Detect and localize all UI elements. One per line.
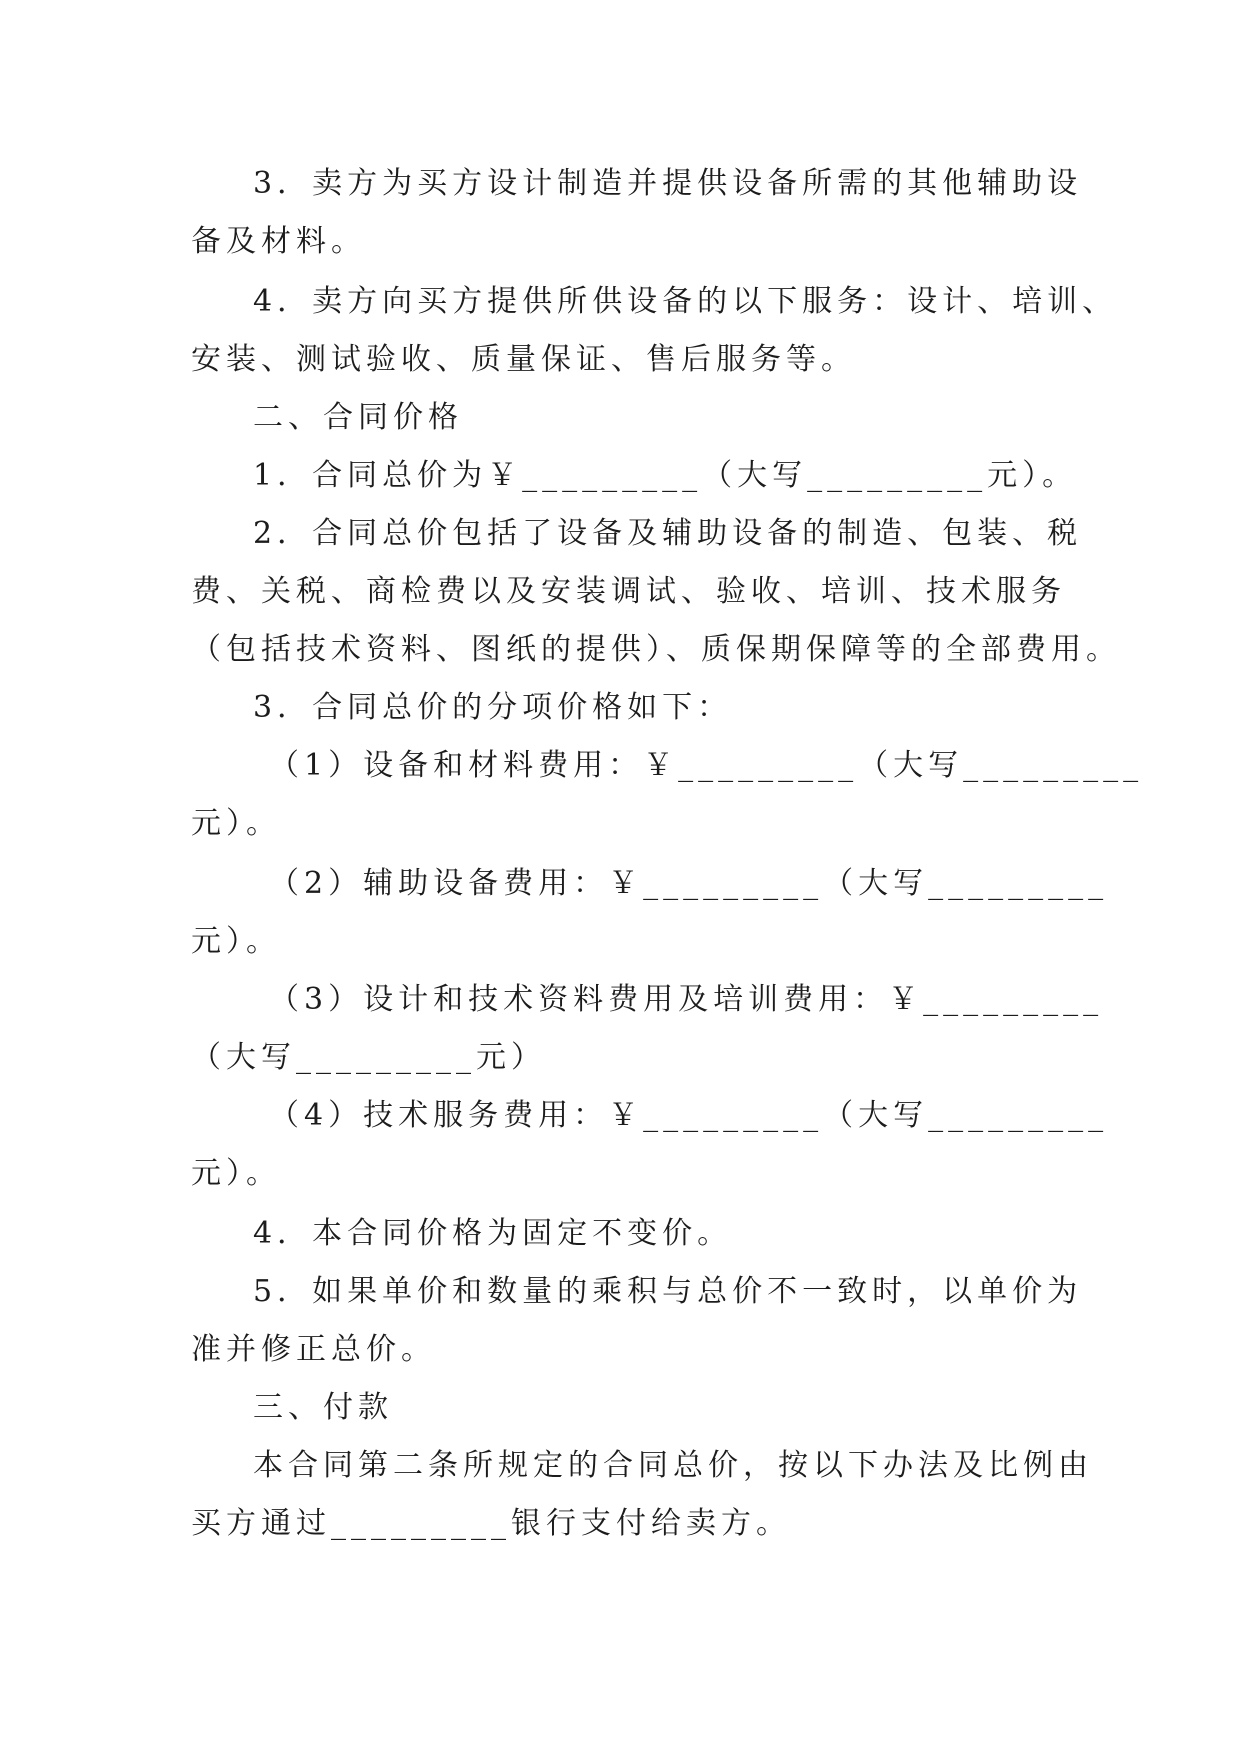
paragraph-line: 5．如果单价和数量的乘积与总价不一致时，以单价为 xyxy=(253,1274,1083,1309)
paragraph-line: 准并修正总价。 xyxy=(191,1332,436,1367)
paragraph-line: 4．卖方向买方提供所供设备的以下服务：设计、培训、 xyxy=(253,284,1118,319)
paragraph-line: （大写_________元） xyxy=(191,1040,546,1075)
paragraph-line: 3．合同总价的分项价格如下： xyxy=(253,690,733,725)
paragraph-line: （2）辅助设备费用：￥_________（大写_________ xyxy=(269,866,1109,901)
paragraph-line: 本合同第二条所规定的合同总价，按以下办法及比例由 xyxy=(253,1448,1093,1483)
paragraph-line: 3．卖方为买方设计制造并提供设备所需的其他辅助设 xyxy=(253,166,1083,201)
paragraph-line: 备及材料。 xyxy=(191,224,366,259)
paragraph-line: （包括技术资料、图纸的提供）、质保期保障等的全部费用。 xyxy=(191,632,1121,667)
paragraph-line: 2．合同总价包括了设备及辅助设备的制造、包装、税 xyxy=(253,516,1083,551)
paragraph-line: （4）技术服务费用：￥_________（大写_________ xyxy=(269,1098,1109,1133)
paragraph-line: 安装、测试验收、质量保证、售后服务等。 xyxy=(191,342,856,377)
paragraph-line: 4．本合同价格为固定不变价。 xyxy=(253,1216,733,1251)
paragraph-line: 1．合同总价为￥_________（大写_________元）。 xyxy=(253,458,1078,493)
paragraph-line: （3）设计和技术资料费用及培训费用：￥_________ xyxy=(269,982,1104,1017)
paragraph-line: 买方通过_________银行支付给卖方。 xyxy=(191,1506,791,1541)
paragraph-line: 费、关税、商检费以及安装调试、验收、培训、技术服务 xyxy=(191,574,1066,609)
paragraph-line: 元）。 xyxy=(191,1156,281,1191)
section-heading: 二、合同价格 xyxy=(253,400,463,435)
paragraph-line: 元）。 xyxy=(191,806,281,841)
section-heading: 三、付款 xyxy=(253,1390,393,1425)
paragraph-line: （1）设备和材料费用：￥_________（大写_________ xyxy=(269,748,1144,783)
paragraph-line: 元）。 xyxy=(191,924,281,959)
